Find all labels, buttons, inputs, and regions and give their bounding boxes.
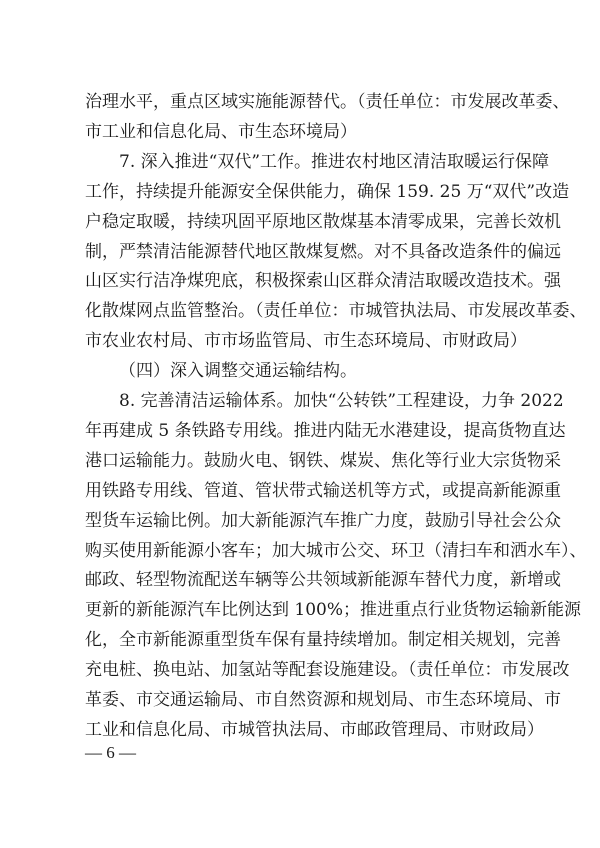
text-line: 型货车运输比例。加大新能源汽车推广力度，鼓励引导社会公众	[85, 510, 561, 531]
text-line: 户稳定取暖，持续巩固平原地区散煤基本清零成果，完善长效机	[85, 211, 561, 232]
text-line: 港口运输能力。鼓励火电、钢铁、煤炭、焦化等行业大宗货物采	[85, 450, 561, 471]
text-line: 工作，持续提升能源安全保供能力，确保 159. 25 万“双代”改造	[85, 181, 570, 202]
text-line: 8. 完善清洁运输体系。加快“公转铁”工程建设，力争 2022	[119, 391, 564, 411]
text-line: 7. 深入推进“双代”工作。推进农村地区清洁取暖运行保障	[119, 151, 550, 172]
text-line: （四）深入调整交通运输结构。	[119, 361, 357, 382]
text-line: 购买使用新能源小客车；加大城市公交、环卫（清扫车和洒水车）、	[85, 540, 587, 561]
text-line: 治理水平，重点区域实施能源替代。（责任单位：市发展改革委、	[85, 92, 570, 112]
page-number: — 6 —	[85, 743, 136, 762]
text-line: 市工业和信息化局、市生态环境局）	[85, 121, 357, 142]
text-line: 革委、市交通运输局、市自然资源和规划局、市生态环境局、市	[85, 690, 561, 710]
text-line: 年再建成 5 条铁路专用线。推进内陆无水港建设，提高货物直达	[85, 420, 566, 441]
text-line: 山区实行洁净煤兜底，积极探索山区群众清洁取暖改造技术。强	[85, 271, 561, 292]
text-line: 化散煤网点监管整治。（责任单位：市城管执法局、市发展改革委、	[85, 301, 587, 322]
text-line: 充电桩、换电站、加氢站等配套设施建设。（责任单位：市发展改	[85, 660, 570, 681]
text-line: 市农业农村局、市市场监管局、市生态环境局、市财政局）	[85, 331, 527, 352]
text-line: 化，全市新能源重型货车保有量持续增加。制定相关规划，完善	[85, 630, 561, 651]
text-line: 制，严禁清洁能源替代地区散煤复燃。对不具备改造条件的偏远	[85, 241, 561, 262]
text-line: 工业和信息化局、市城管执法局、市邮政管理局、市财政局）	[85, 719, 544, 740]
text-line: 邮政、轻型物流配送车辆等公共领域新能源车替代力度，新增或	[85, 570, 561, 591]
text-line: 用铁路专用线、管道、管状带式输送机等方式，或提高新能源重	[85, 480, 561, 501]
text-line: 更新的新能源汽车比例达到 100%；推进重点行业货物运输新能源	[85, 600, 582, 621]
